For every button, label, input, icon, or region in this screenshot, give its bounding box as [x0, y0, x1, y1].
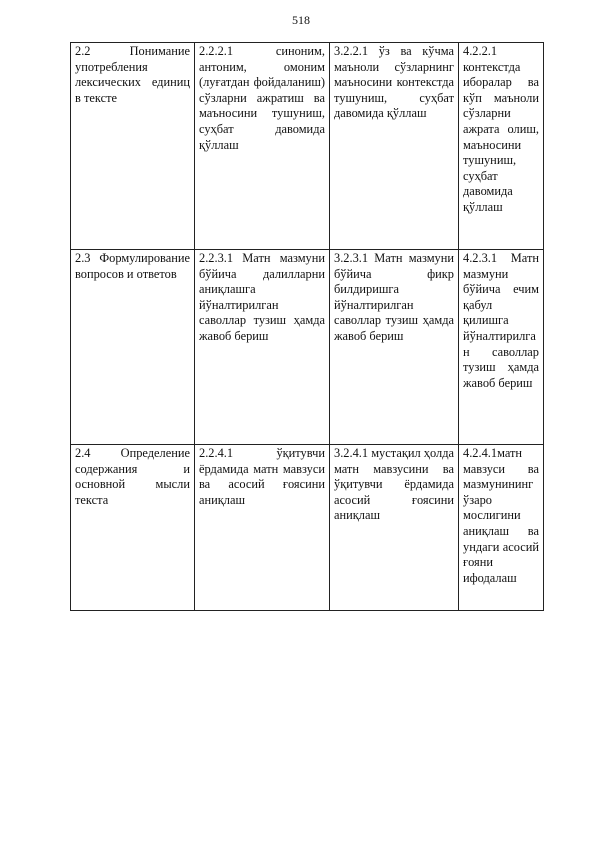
table-row: [71, 445, 544, 611]
cell-text: 2.2.2.1 синоним, антоним, омоним (луғатдан фойдаланиш) сўзларни ажратиш ва маъносини тушуниш, суҳбат давомида қўллаш: [199, 44, 325, 152]
table-row: [71, 250, 544, 445]
table-cell: [195, 43, 330, 250]
table-cell: [330, 250, 459, 445]
cell-text: 4.2.3.1 Матн мазмуни бўйича ечим қабул қилишга йўналтирилган саволлар тузиш ҳамда жавоб бериш: [463, 251, 539, 390]
table-cell: [330, 43, 459, 250]
cell-text: 2.3 Формулирование вопросов и ответов: [75, 251, 190, 281]
table-cell: [195, 445, 330, 611]
cell-text: 3.2.3.1 Матн мазмуни бўйича фикр билдиришга йўналтирилган саволлар тузиш ҳамда жавоб бериш: [334, 251, 454, 343]
page-number: 518: [292, 13, 310, 27]
table-cell: [459, 43, 544, 250]
table-cell: [71, 43, 195, 250]
table-cell: [195, 250, 330, 445]
table-cell: [71, 250, 195, 445]
cell-text: 2.4 Определение содержания и основной мысли текста: [75, 446, 190, 507]
table-cell: [330, 445, 459, 611]
table-cell: [459, 250, 544, 445]
table-row: [71, 43, 544, 250]
cell-text: 4.2.2.1 контекстда иборалар ва кўп маъноли сўзларни ажрата олиш, маъносини тушуниш, суҳбат давомида қўллаш: [463, 44, 539, 214]
cell-text: 2.2.4.1 ўқитувчи ёрдамида матн мавзуси ва асосий ғоясини аниқлаш: [199, 446, 325, 507]
content-table: [70, 42, 544, 611]
cell-text: 3.2.4.1 мустақил ҳолда матн мавзусини ва ўқитувчи ёрдамида асосий ғоясини аниқлаш: [334, 446, 454, 523]
table-cell: [459, 445, 544, 611]
cell-text: 4.2.4.1матн мавзуси ва мазмунининг ўзаро мослигини аниқлаш ва ундаги асосий ғояни ифодалаш: [463, 446, 539, 585]
cell-text: 2.2 Понимание употребления лексических единиц в тексте: [75, 44, 190, 105]
cell-text: 2.2.3.1 Матн мазмуни бўйича далилларни аниқлашга йўналтирилган саволлар тузиш ҳамда жавоб бериш: [199, 251, 325, 343]
cell-text: 3.2.2.1 ўз ва кўчма маъноли сўзларнинг маъносини контекстда тушуниш, суҳбат давомида қўллаш: [334, 44, 454, 121]
table-cell: [71, 445, 195, 611]
